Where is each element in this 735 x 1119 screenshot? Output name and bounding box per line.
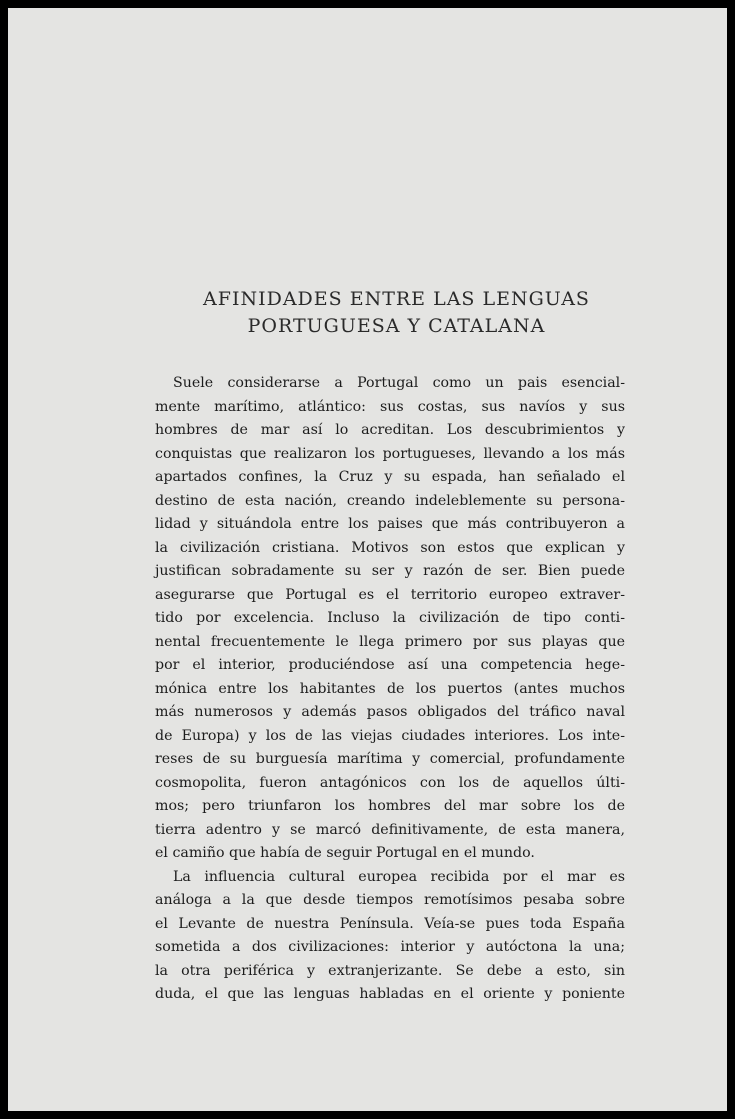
text-line: justifican sobradamente su ser y razón de ser. Bien puede (155, 563, 625, 579)
text-line: la civilización cristiana. Motivos son estos que explican y (155, 539, 625, 556)
text-line: destino de esta nación, creando indeleblemente su persona- (155, 492, 625, 509)
text-line: apartados confines, la Cruz y su espada, han señalado el (155, 469, 625, 485)
text-line: la otra periférica y extranjerizante. Se debe a esto, sin (155, 962, 625, 979)
body-text (155, 372, 625, 1007)
text-line: el Levante de nuestra Península. Veía-se pues toda España (155, 915, 625, 932)
text-line: duda, el que las lenguas habladas en el oriente y poniente (155, 986, 625, 1002)
text-line: La influencia cultural europea recibida por el mar es (173, 868, 625, 885)
text-line: mónica entre los habitantes de los puertos (antes muchos (155, 680, 625, 697)
text-line: tierra adentro y se marcó definitivamente, de esta manera, (155, 821, 625, 838)
text-line: hombres de mar así lo acreditan. Los descubrimientos y (155, 422, 625, 438)
text-line: tido por excelencia. Incluso la civilización de tipo conti- (155, 610, 625, 626)
text-line: mos; pero triunfaron los hombres del mar sobre los de (155, 798, 625, 814)
text-line: sometida a dos civilizaciones: interior y autóctona la una; (155, 939, 625, 955)
paragraph-2 (155, 866, 625, 1007)
title-line-2: PORTUGUESA Y CATALANA (247, 315, 546, 337)
text-line: conquistas que realizaron los portugueses, llevando a los más (155, 445, 625, 462)
text-line: por el interior, produciéndose así una competencia hege- (155, 657, 625, 673)
text-line: nental frecuentemente le llega primero por sus playas que (155, 633, 625, 650)
text-line: más numerosos y además pasos obligados del tráfico naval (155, 704, 625, 720)
text-line: de Europa) y los de las viejas ciudades interiores. Los inte- (155, 727, 625, 744)
text-line: Suele considerarse a Portugal como un pais esencial- (173, 375, 625, 391)
text-line: asegurarse que Portugal es el territorio europeo extraver- (155, 586, 625, 603)
text-line: cosmopolita, fueron antagónicos con los de aquellos últi- (155, 774, 625, 791)
text-line: reses de su burguesía marítima y comercial, profundamente (155, 751, 625, 767)
text-line: lidad y situándola entre los paises que más contribuyeron a (155, 516, 625, 532)
title-line-1: AFINIDADES ENTRE LAS LENGUAS (203, 288, 590, 310)
paragraph-1 (155, 372, 625, 866)
text-line: mente marítimo, atlántico: sus costas, sus navíos y sus (155, 398, 625, 415)
book-page (8, 8, 727, 1111)
text-line: el camiño que había de seguir Portugal en el mundo. (155, 845, 535, 861)
chapter-title (8, 286, 727, 340)
text-line: análoga a la que desde tiempos remotísimos pesaba sobre (155, 892, 625, 908)
